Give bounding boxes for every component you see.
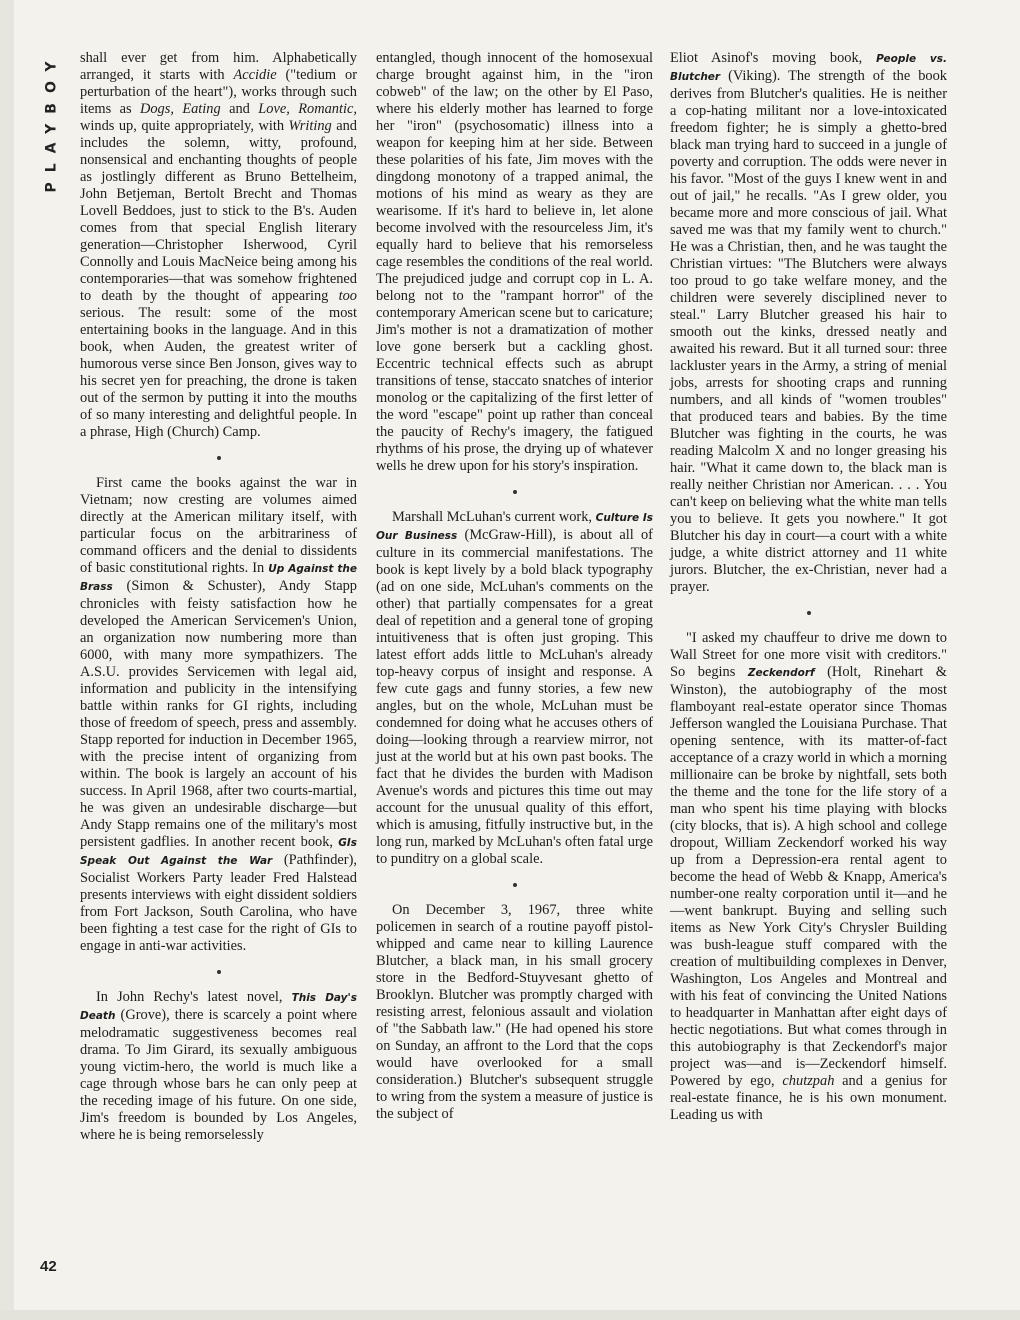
review-paragraph: shall ever get from him. Alphabetically arranged, it starts with Accidie ("tedium or perturbation of the heart"), works through such items as Dogs, Eating and Love, Romantic, winds up, quite appropriately, with Writing and includes the solemn, witty, profound, nonsensical and enchanting thoughts of people as jostlingly different as Bruno Bettelheim, John Betjeman, Bertolt Brecht and Thomas Lovell Beddoes, just to stick to the B's. Auden comes from that special English literary generation—Christopher Isherwood, Cyril Connolly and Louis MacNeice being among his contemporaries—that was somehow frightened to death by the thought of appearing too serious. The result: some of the most entertaining books in the language. And in this book, when Auden, the greatest writer of humorous verse since Ben Jonson, gives way to his secret yen for preaching, the drone is taken out of the sermon by putting it into the mouths of so many interesting and delightful people. In a phrase, High (Church) Camp. — [80, 50, 357, 440]
review-paragraph: entangled, though innocent of the homosexual charge brought against him, in the "iron cobweb" of the law; on the other by El Paso, where his elderly mother has learned to forge her "iron" (psychosomatic) illness into a weapon for keeping him at her side. Between these polarities of his fate, Jim moves with the dingdong monotony of a trapped animal, the motions of his mind as weary as they are wearisome. If it's hard to believe in, let alone become involved with the resourceless Jim, it's equally hard to believe that his remorseless cage resembles the conditions of the real world. The prejudiced judge and corrupt cop in L. A. belong not to the "rampant horror" of the contemporary American scene but to caricature; Jim's mother is not a dramatization of mother love gone berserk but a cackling ghost. Eccentric technical effects such as abrupt transitions of tense, staccato snatches of interior monolog or the capitalizing of the first letter of the word "escape" point up rather than conceal the paucity of Rechy's imagery, the fatigued rhythms of his prose, the drying up of whatever wells he drew upon for his story's inspiration. — [376, 50, 653, 474]
column-1 — [80, 50, 357, 1144]
italic-text: Writing — [288, 118, 332, 134]
book-title: Culture Is Our Business — [376, 512, 653, 542]
section-separator — [376, 475, 653, 509]
book-title: Zeckendorf — [747, 667, 815, 679]
section-separator — [80, 955, 357, 989]
page-bottom-edge — [0, 1310, 1020, 1320]
book-title: Up Against the Brass — [80, 563, 357, 593]
section-separator — [80, 441, 357, 475]
book-title: People vs. Blutcher — [670, 53, 947, 83]
italic-text: chutzpah — [782, 1073, 835, 1089]
page-gutter — [0, 0, 14, 1320]
page-number: 42 — [40, 1258, 57, 1275]
masthead — [37, 42, 67, 202]
book-title: GIs Speak Out Against the War — [80, 837, 357, 867]
italic-text: Dogs, Eating — [139, 101, 221, 117]
review-paragraph: "I asked my chauffeur to drive me down to Wall Street for one more visit with creditors." So begins Zeckendorf (Holt, Rinehart & Winston), the autobiography of the most flamboyant real-estate operator since Thomas Jefferson wangled the Louisiana Purchase. That opening sentence, with its matter-of-fact acceptance of a crazy world in which a morning millionaire can be broke by nightfall, sets both the theme and the tone for the life story of a man who spent his time playing with blocks (city blocks, that is). A high school and college dropout, William Zeckendorf worked his way up from a Depression-era rental agent to become the head of Webb & Knapp, America's number-one realty corporation until it—and he—went bankrupt. Buying and selling such items as New York City's Chrysler Building was bush-league stuff compared with the creation of multibuilding complexes in Denver, Washington, Los Angeles and Montreal and with his feat of convincing the United Nations to headquarter in Manhattan after eight days of hectic negotiations. But what comes through in this autobiography is that Zeckendorf's major project was—and is—Zeckendorf himself. Powered by ego, chutzpah and a genius for real-estate finance, he is his own monument. Leading us with — [670, 630, 948, 1123]
review-paragraph: Eliot Asinof's moving book, People vs. Blutcher (Viking). The strength of the book derives from Blutcher's qualities. He is neither a cop-hating militant nor a love-intoxicated freedom fighter; he is simply a ghetto-bred black man trying hard to succeed in a jungle of poverty and corruption. The odds were never in his favor. "Most of the guys I knew went in and out of jail," he recalls. "As I grew older, you became more and more conscious of jail. What saved me was that my family went to church." He was a Christian, then, and he was taught the Christian virtues: "The Blutchers were always too proud to go take welfare money, and the children were severely disciplined never to steal." Larry Blutcher greased his hair to smooth out the kinks, dressed neatly and awaited his reward. But it all turned sour: three lackluster years in the Army, a string of menial jobs, arrests for shooting craps and running numbers, and all kinds of "women troubles" that produced tears and babies. By the time Blutcher was fighting in the courts, he was reading Malcolm X and no longer greasing his hair. "What it came down to, the black man is really neither Christian nor American. . . . You can't keep on believing what the white man tells you to believe. It gets you nowhere." It got Blutcher his day in court—a court with a white judge, a white district attorney and 11 white jurors. Blutcher, the ex-Christian, never had a prayer. — [670, 50, 947, 595]
column-3 — [670, 50, 947, 1124]
section-separator — [670, 596, 947, 630]
section-separator — [376, 868, 653, 902]
masthead-text: PLAYBOY — [44, 51, 60, 193]
review-paragraph: On December 3, 1967, three white policemen in search of a routine payoff pistol-whipped and came near to killing Laurence Blutcher, a black man, in his small grocery store in the Bedford-Stuyvesant ghetto of Brooklyn. Blutcher was promptly charged with resisting arrest, felonious assault and violation of "the Sabbath law." (He had opened his store on Sunday, an affront to the Lord that the cops would have overlooked for a small consideration.) Blutcher's subsequent struggle to wring from the system a measure of justice is the subject of — [376, 902, 653, 1122]
italic-text: Love, Romantic, — [258, 101, 357, 117]
review-paragraph: First came the books against the war in Vietnam; now cresting are volumes aimed directly at the American military itself, with particular focus on the arbitrariness of command officers and the denial to dissidents of basic constitutional rights. In Up Against the Brass (Simon & Schuster), Andy Stapp chronicles with feisty satisfaction how he developed the American Servicemen's Union, an organization now numbering more than 6000, with many more sympathizers. The A.S.U. provides Servicemen with legal aid, information and publicity in the intensifying battle within ranks for GI rights, including those of freedom of speech, press and assembly. Stapp reported for induction in December 1965, with the precise intent of organizing from within. The book is largely an account of his success. In April 1968, after two courts-martial, he was given an undesirable discharge—but Andy Stapp remains one of the military's most persistent gadflies. In another recent book, GIs Speak Out Against the War (Pathfinder), Socialist Workers Party leader Fred Halstead presents interviews with eight dissident soldiers from Fort Jackson, South Carolina, who have been fighting a test case for the right of GIs to engage in anti-war activities. — [80, 475, 357, 954]
column-2 — [376, 50, 653, 1123]
book-title: This Day's Death — [80, 992, 357, 1022]
review-paragraph: In John Rechy's latest novel, This Day's Death (Grove), there is scarcely a point where melodramatic suggestiveness becomes real drama. To Jim Girard, its sexually ambiguous young victim-hero, the world is much like a cage through whose bars he can only peep at the receding image of his future. On one side, Jim's freedom is bounded by Los Angeles, where he is being remorselessly — [80, 989, 357, 1143]
review-paragraph: Marshall McLuhan's current work, Culture Is Our Business (McGraw-Hill), is about all of culture in its commercial manifestations. The book is kept lively by a bold black typography (ad on one side, McLuhan's comments on the other) that partially compensates for a great deal of repetition and a general tone of groping intuitiveness that is often just groping. This latest effort adds little to McLuhan's already top-heavy corpus of insight and response. A few cute gags and funny stories, a few new angles, but on the whole, McLuhan must be condemned for doing what he accuses others of doing—looking through a rearview mirror, not just at the world but at his own past books. The fact that he divides the burden with Madison Avenue's words and pictures this time out may account for the unusual quality of this effort, which is amusing, fitfully instructive but, in the long run, marked by McLuhan's often fatal urge to punditry on a global scale. — [376, 509, 653, 867]
italic-text: Accidie — [233, 67, 277, 83]
italic-text: too — [338, 288, 357, 304]
